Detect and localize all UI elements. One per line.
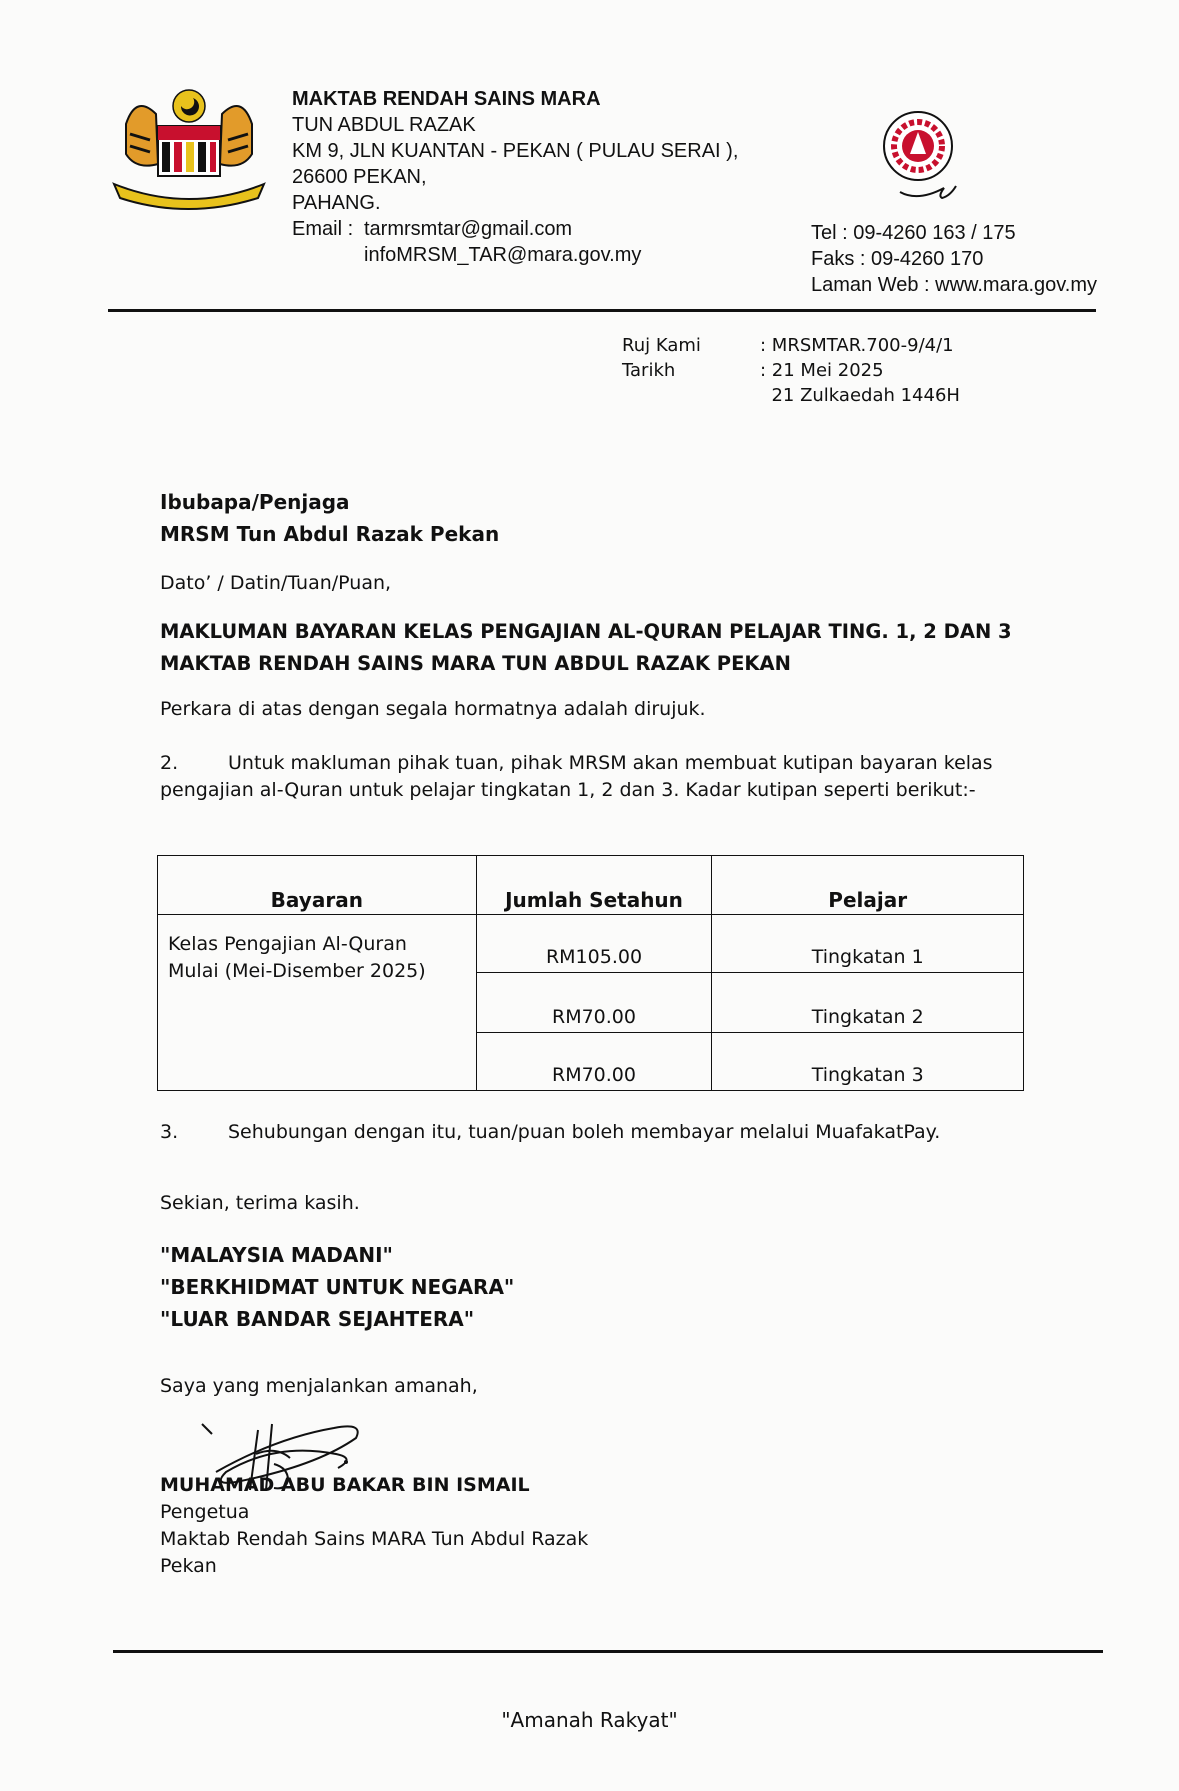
signer-institution: Maktab Rendah Sains MARA Tun Abdul Razak	[160, 1528, 589, 1550]
letter-subject: MAKLUMAN BAYARAN KELAS PENGAJIAN AL-QURAN PELAJAR TING. 1, 2 DAN 3 MAKTAB RENDAH SAINS MARA TUN ABDUL RAZAK PEKAN	[160, 620, 1012, 675]
header-divider	[108, 309, 1096, 312]
footer-divider	[113, 1650, 1103, 1653]
level-cell: Tingkatan 2	[712, 973, 1024, 1033]
fee-item: Kelas Pengajian Al-Quran Mulai (Mei-Disember 2025)	[158, 915, 477, 1091]
table-header-row	[158, 856, 1024, 915]
mottos	[160, 1239, 514, 1335]
address-line: TUN ABDUL RAZAK	[292, 114, 476, 136]
sign-off: Saya yang menjalankan amanah,	[160, 1375, 478, 1397]
footer-motto: "Amanah Rakyat"	[501, 1708, 678, 1732]
paragraph-1: Perkara di atas dengan segala hormatnya adalah dirujuk.	[160, 698, 706, 720]
email-address: infoMRSM_TAR@mara.gov.my	[364, 244, 642, 266]
level-cell: Tingkatan 1	[712, 915, 1024, 973]
signer-block	[160, 1472, 588, 1580]
closing-line: Sekian, terima kasih.	[160, 1192, 360, 1214]
amount-cell: RM70.00	[476, 973, 712, 1033]
address-line: PAHANG.	[292, 192, 381, 214]
column-header: Pelajar	[712, 856, 1024, 915]
signer-name: MUHAMAD ABU BAKAR BIN ISMAIL	[160, 1474, 530, 1496]
website: Laman Web : www.mara.gov.my	[811, 274, 1098, 296]
organization-name: MAKTAB RENDAH SAINS MARA	[292, 88, 601, 110]
motto: "BERKHIDMAT UNTUK NEGARA"	[160, 1275, 515, 1299]
table-row	[158, 915, 1024, 973]
amount-cell: RM70.00	[476, 1033, 712, 1091]
signer-title: Pengetua	[160, 1501, 250, 1523]
signer-location: Pekan	[160, 1555, 217, 1577]
fee-table	[157, 855, 1024, 1091]
level-cell: Tingkatan 3	[712, 1033, 1024, 1091]
hijri-date-row: 21 Zulkaedah 1446H	[760, 385, 960, 406]
reference-row: Ruj Kami : MRSMTAR.700-9/4/1	[622, 335, 954, 356]
coat-of-arms-logo	[108, 84, 270, 212]
letterhead-address	[292, 86, 738, 268]
reference-block	[622, 333, 960, 408]
email-label: Email :	[292, 218, 354, 240]
address-line: 26600 PEKAN,	[292, 166, 427, 188]
salutation: Dato’ / Datin/Tuan/Puan,	[160, 572, 392, 594]
amount-cell: RM105.00	[476, 915, 712, 973]
fax: Faks : 09-4260 170	[811, 248, 984, 270]
motto: "MALAYSIA MADANI"	[160, 1243, 393, 1267]
contact-info	[811, 220, 1097, 298]
recipient: Ibubapa/Penjaga MRSM Tun Abdul Razak Pekan	[160, 490, 500, 546]
motto: "LUAR BANDAR SEJAHTERA"	[160, 1307, 475, 1331]
date-row: Tarikh : 21 Mei 2025	[622, 360, 884, 381]
email-row	[292, 216, 738, 242]
address-line: KM 9, JLN KUANTAN - PEKAN ( PULAU SERAI ),	[292, 140, 739, 162]
paragraph-2: 2. Untuk makluman pihak tuan, pihak MRSM akan membuat kutipan bayaran kelas pengajian al-Quran untuk pelajar tingkatan 1, 2 dan 3. Kadar kutipan seperti berikut:-	[160, 752, 993, 801]
paragraph-3: 3. Sehubungan dengan itu, tuan/puan boleh membayar melalui MuafakatPay.	[160, 1121, 941, 1143]
email-address: tarmrsmtar@gmail.com	[364, 218, 573, 240]
column-header: Bayaran	[158, 856, 477, 915]
mara-logo	[880, 108, 962, 208]
telephone: Tel : 09-4260 163 / 175	[811, 222, 1016, 244]
column-header: Jumlah Setahun	[476, 856, 712, 915]
email-row	[292, 242, 738, 268]
